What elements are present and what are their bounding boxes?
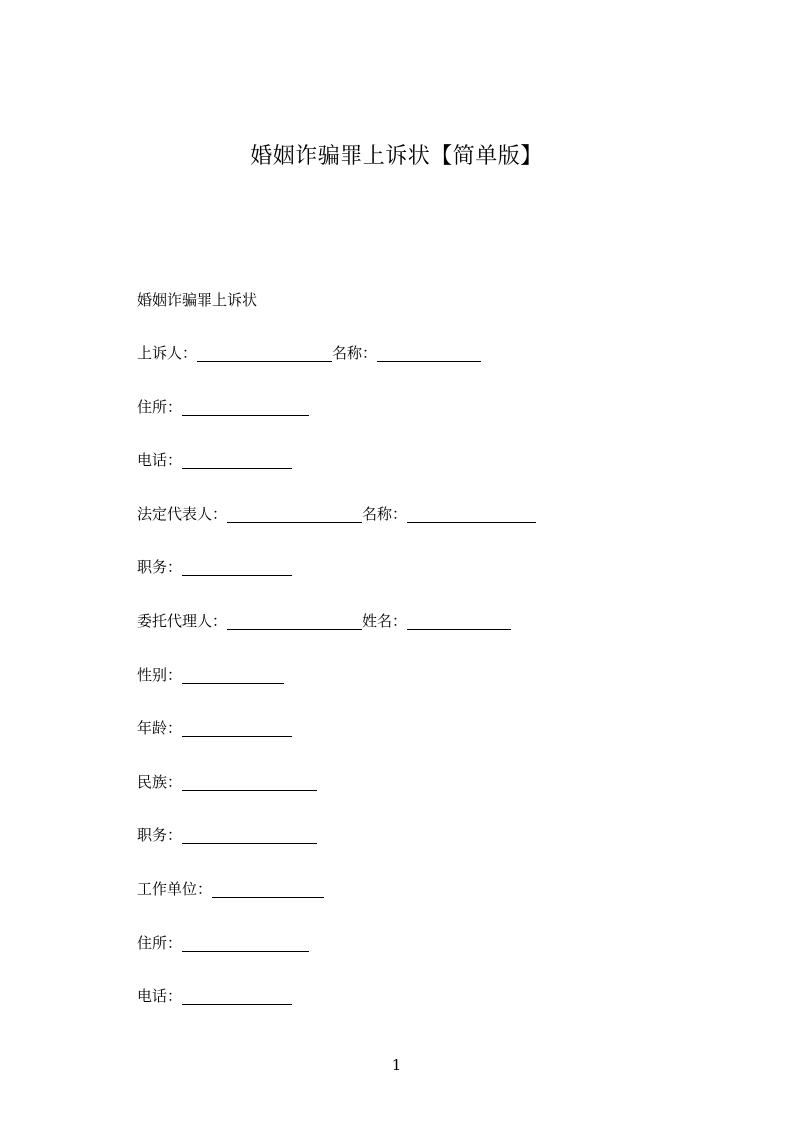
field-label: 委托代理人： <box>137 611 228 630</box>
fill-in-blank[interactable] <box>182 449 292 469</box>
form-row <box>137 395 536 449</box>
form-row <box>137 663 536 717</box>
field-label: 住所： <box>137 397 183 416</box>
field-label: 性别： <box>137 665 183 684</box>
fill-in-blank[interactable] <box>377 342 481 362</box>
fill-in-blank[interactable] <box>182 824 317 844</box>
field-label: 上诉人： <box>137 344 198 362</box>
form-row <box>137 770 536 824</box>
field-label: 住所： <box>137 933 183 952</box>
document-heading: 婚姻诈骗罪上诉状 <box>137 291 258 309</box>
fill-in-blank[interactable] <box>227 610 362 630</box>
fill-in-blank[interactable] <box>182 932 309 952</box>
form-row <box>137 555 536 609</box>
form-row <box>137 609 536 663</box>
form-row <box>137 716 536 770</box>
form-row <box>137 823 536 877</box>
form-row <box>137 341 536 395</box>
field-label: 电话： <box>137 987 183 1006</box>
fill-in-blank[interactable] <box>182 985 292 1005</box>
field-label: 法定代表人： <box>137 504 228 523</box>
field-label: 民族： <box>137 772 183 791</box>
field-label: 职务： <box>137 826 183 845</box>
fill-in-blank[interactable] <box>227 503 362 523</box>
page-title: 婚姻诈骗罪上诉状【简单版】 <box>250 144 543 169</box>
form-row <box>137 877 536 931</box>
fill-in-blank[interactable] <box>182 396 309 416</box>
fill-in-blank[interactable] <box>407 610 511 630</box>
fill-in-blank[interactable] <box>212 878 324 898</box>
fill-in-blank[interactable] <box>182 664 284 684</box>
form-fields <box>137 341 536 1038</box>
fill-in-blank[interactable] <box>182 717 292 737</box>
field-label: 姓名： <box>362 611 408 630</box>
field-label: 职务： <box>137 558 183 577</box>
fill-in-blank[interactable] <box>197 342 332 362</box>
form-row <box>137 984 536 1038</box>
field-label: 工作单位： <box>137 879 213 898</box>
form-row <box>137 502 536 556</box>
fill-in-blank[interactable] <box>182 771 317 791</box>
field-label: 名称： <box>332 344 378 362</box>
form-row <box>137 448 536 502</box>
page-number: 1 <box>391 1056 402 1074</box>
field-label: 电话： <box>137 451 183 470</box>
fill-in-blank[interactable] <box>182 556 292 576</box>
field-label: 名称： <box>362 504 408 523</box>
field-label: 年龄： <box>137 719 183 738</box>
form-row <box>137 931 536 985</box>
fill-in-blank[interactable] <box>407 503 536 523</box>
